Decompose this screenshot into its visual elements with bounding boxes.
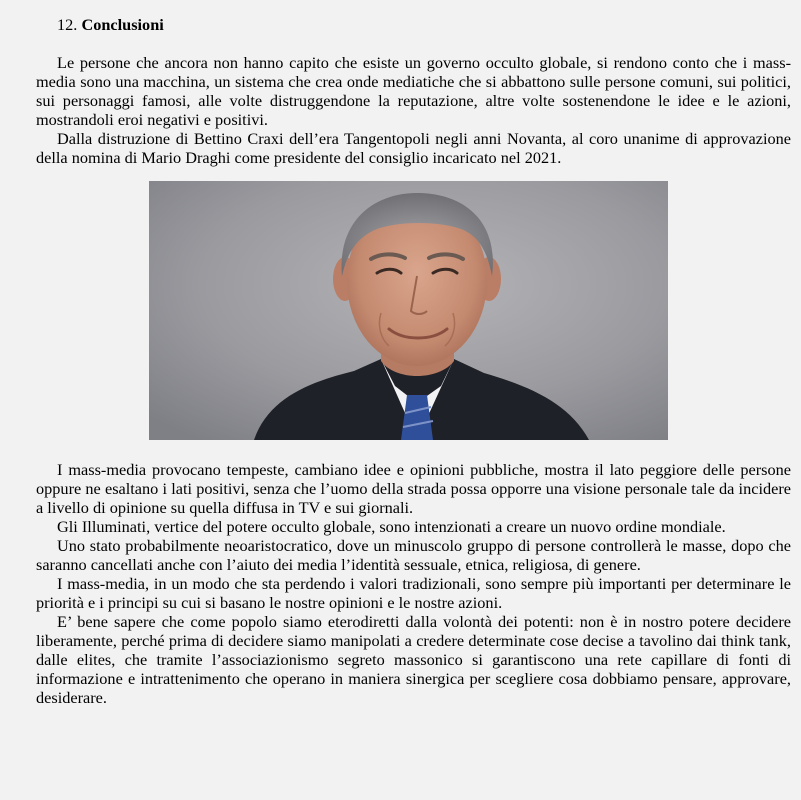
paragraph: Dalla distruzione di Bettino Craxi dell’era Tangentopoli negli anni Novanta, al coro unanime di approvazione della nomina di Mario Draghi come presidente del consiglio incaricato nel 2021. xyxy=(36,129,791,167)
section-title: Conclusioni xyxy=(81,15,164,34)
section-heading xyxy=(57,15,164,34)
main-text-block xyxy=(36,460,791,707)
paragraph: Uno stato probabilmente neoaristocratico, dove un minuscolo gruppo di persone controllerà le masse, dopo che saranno cancellati anche con l’aiuto dei media l’identità sessuale, etnica, religiosa, di genere. xyxy=(36,536,791,574)
paragraph: E’ bene sapere che come popolo siamo eterodiretti dalla volontà dei potenti: non è in nostro potere decidere liberamente, perché prima di decidere siamo manipolati a credere determinate cose decise a tavolino dai think tank, dalle elites, che tramite l’associazionismo segreto massonico si garantiscono una rete capillare di fonti di informazione e intrattenimento che operano in maniera sinergica per scegliere cosa dobbiamo pensare, approvare, desiderare. xyxy=(36,612,791,707)
portrait-photo xyxy=(149,181,668,440)
paragraph: I mass-media provocano tempeste, cambiano idee e opinioni pubbliche, mostra il lato peggiore delle persone oppure ne esaltano i lati positivi, senza che l’uomo della strada possa opporre una visione personale tale da incidere a livello di opinione su quella diffusa in TV e sui giornali. xyxy=(36,460,791,517)
paragraph: Gli Illuminati, vertice del potere occulto globale, sono intenzionati a creare un nuovo ordine mondiale. xyxy=(57,517,726,536)
paragraph: I mass-media, in un modo che sta perdendo i valori tradizionali, sono sempre più importanti per determinare le priorità e i principi su cui si basano le nostre opinioni e le nostre azioni. xyxy=(36,574,791,612)
paragraph: Le persone che ancora non hanno capito che esiste un governo occulto globale, si rendono conto che i mass-media sono una macchina, un sistema che crea onde mediatiche che si abbattono sulle persone comuni, sui politici, sui personaggi famosi, alle volte distruggendone la reputazione, altre volte sostenendone le idee e le azioni, mostrandoli eroi negativi e positivi. xyxy=(36,53,791,129)
intro-text-block xyxy=(36,53,791,167)
section-number: 12. xyxy=(57,15,78,34)
